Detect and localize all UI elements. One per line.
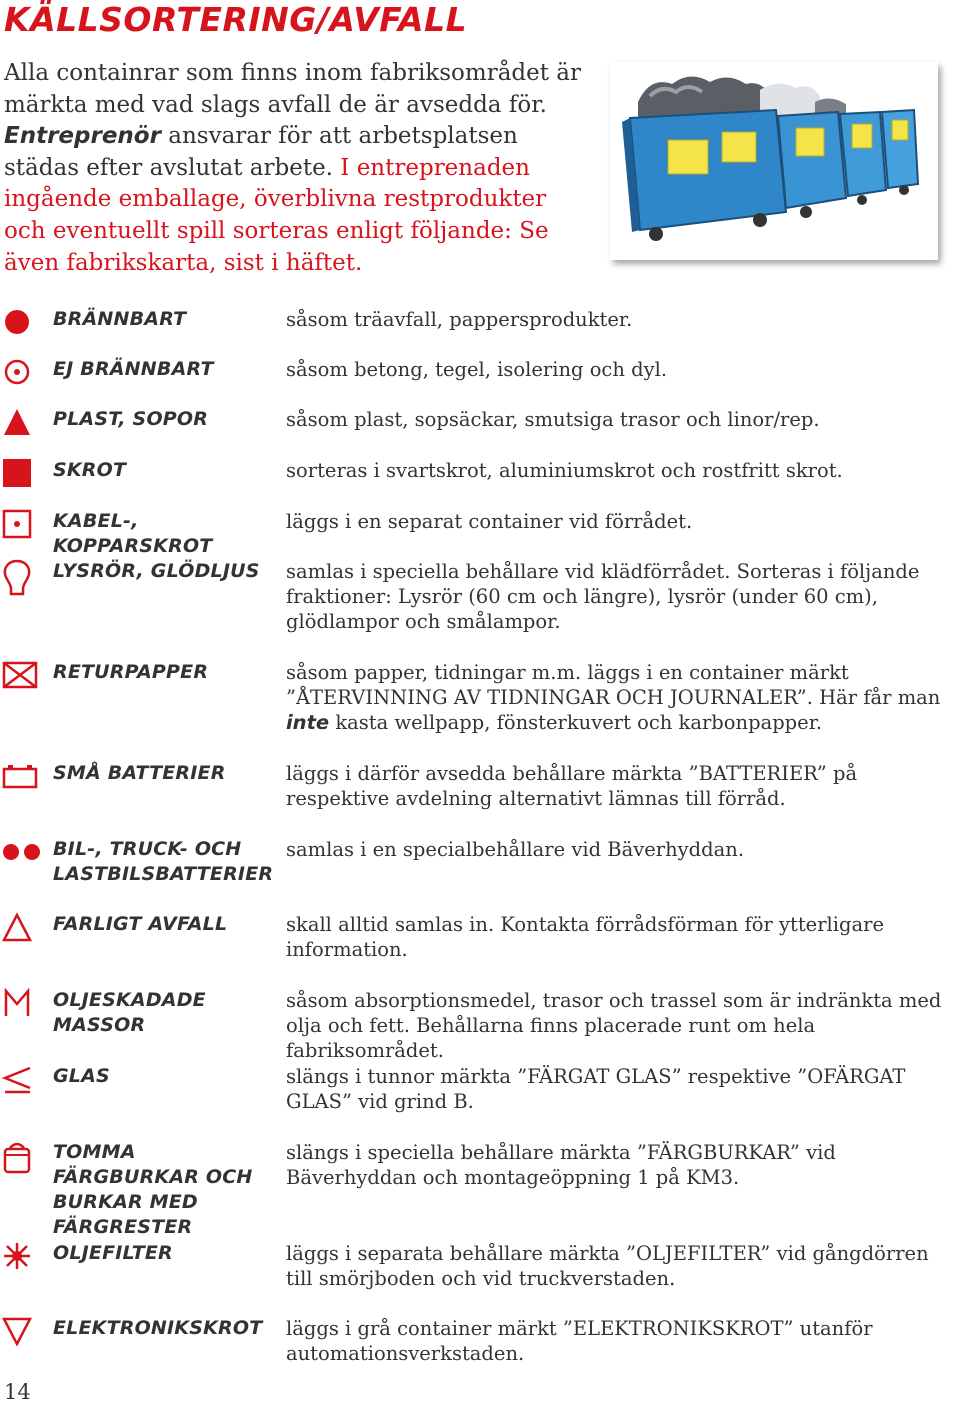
containers-drawing — [610, 62, 938, 260]
asterisk-icon — [2, 1241, 32, 1271]
ring-dot-icon — [2, 357, 32, 387]
envelope-icon — [2, 660, 38, 690]
waste-description: såsom betong, tegel, isolering och dyl. — [286, 358, 668, 381]
paint-can-icon — [2, 1140, 32, 1176]
waste-description: sorteras i svartskrot, aluminiumskrot och rostfritt skrot. — [286, 459, 843, 482]
waste-label: SMÅ BATTERIER — [53, 762, 226, 784]
waste-label: BRÄNNBART — [53, 308, 187, 330]
square-dot-icon — [2, 509, 32, 539]
waste-label: OLJESKADADE MASSOR — [53, 989, 206, 1036]
filled-square-icon — [2, 458, 32, 488]
double-dot-icon — [2, 837, 42, 867]
page-title: KÄLLSORTERING/AVFALL — [4, 0, 468, 39]
waste-label: OLJEFILTER — [53, 1242, 173, 1264]
waste-description: såsom absorptionsmedel, trasor och trassel som är indränkta med olja och fett. Behållarna finns placerade runt om hela fabriksområdet. — [286, 989, 942, 1063]
waste-label: PLAST, SOPOR — [53, 408, 209, 430]
less-than-icon — [2, 1064, 32, 1094]
waste-label: EJ BRÄNNBART — [53, 358, 214, 380]
waste-description-end: kasta wellpapp, fönsterkuvert och karbonpapper. — [335, 711, 823, 735]
containers-illustration — [610, 62, 938, 260]
waste-description: slängs i tunnor märkta ”FÄRGAT GLAS” respektive ”OFÄRGAT GLAS” vid grind B. — [286, 1065, 906, 1114]
waste-description: läggs i separata behållare märkta ”OLJEFILTER” vid gångdörren till smörjboden och vid truckverstaden. — [286, 1242, 929, 1291]
waste-description: läggs i därför avsedda behållare märkta ”BATTERIER” på respektive avdelning alternativt lämnas till förråd. — [286, 762, 858, 811]
waste-label: TOMMA FÄRGBURKAR OCH BURKAR MED FÄRGRESTER — [53, 1141, 253, 1238]
filled-circle-icon — [2, 307, 32, 337]
waste-description: läggs i grå container märkt ”ELEKTRONIKSKROT” utanför automationsverkstaden. — [286, 1317, 873, 1366]
waste-description-text: såsom papper, tidningar m.m. läggs i en container märkt ”ÅTERVINNING AV TIDNINGAR OCH JOURNALER”. Här får man — [286, 661, 941, 710]
light-bulb-icon — [2, 559, 32, 599]
waste-label: LYSRÖR, GLÖDLJUS — [53, 560, 260, 582]
intro-paragraph — [4, 58, 594, 279]
waste-label: GLAS — [53, 1065, 110, 1087]
waste-description: såsom träavfall, pappersprodukter. — [286, 308, 633, 331]
waste-label: ELEKTRONIKSKROT — [53, 1317, 263, 1339]
outline-triangle-icon — [2, 912, 32, 942]
waste-description: skall alltid samlas in. Kontakta förrådsförman för ytterligare information. — [286, 913, 884, 962]
intro-part-3: I entreprenaden ingående emballage, överblivna restprodukter och eventuellt spill sorteras enligt följande: Se även fabrikskarta, sist i häftet. — [4, 154, 549, 276]
inverted-triangle-icon — [2, 1316, 32, 1346]
waste-description-emphasis: inte — [286, 711, 330, 735]
waste-label: KABEL-, KOPPARSKROT — [53, 510, 213, 557]
filled-triangle-icon — [2, 407, 32, 437]
waste-label: BIL-, TRUCK- OCH LASTBILSBATTERIER — [53, 838, 274, 885]
page-number: 14 — [4, 1380, 31, 1404]
waste-label: RETURPAPPER — [53, 661, 209, 683]
waste-label: FARLIGT AVFALL — [53, 913, 228, 935]
waste-description — [286, 660, 950, 736]
intro-part-2: ansvarar för att arbetsplatsen städas efter avslutat arbete. — [4, 123, 518, 181]
waste-description: slängs i speciella behållare märkta ”FÄRGBURKAR” vid Bäverhyddan och montageöppning 1 på KM3. — [286, 1141, 836, 1190]
m-letter-icon — [2, 988, 32, 1018]
waste-label: SKROT — [53, 459, 127, 481]
intro-emphasis-entreprenor: Entreprenör — [4, 123, 161, 150]
battery-icon — [2, 761, 38, 791]
waste-description: samlas i en specialbehållare vid Bäverhyddan. — [286, 838, 745, 861]
waste-description: samlas i speciella behållare vid klädförrådet. Sorteras i följande fraktioner: Lysrör (60 cm och längre), lysrör (under 60 cm), glödlampor och smålampor. — [286, 560, 920, 634]
waste-description: läggs i en separat container vid förrådet. — [286, 510, 693, 533]
intro-part-1: Alla containrar som finns inom fabriksområdet är märkta med vad slags avfall de är avsedda för. — [4, 60, 582, 118]
waste-description: såsom plast, sopsäckar, smutsiga trasor och linor/rep. — [286, 408, 820, 431]
